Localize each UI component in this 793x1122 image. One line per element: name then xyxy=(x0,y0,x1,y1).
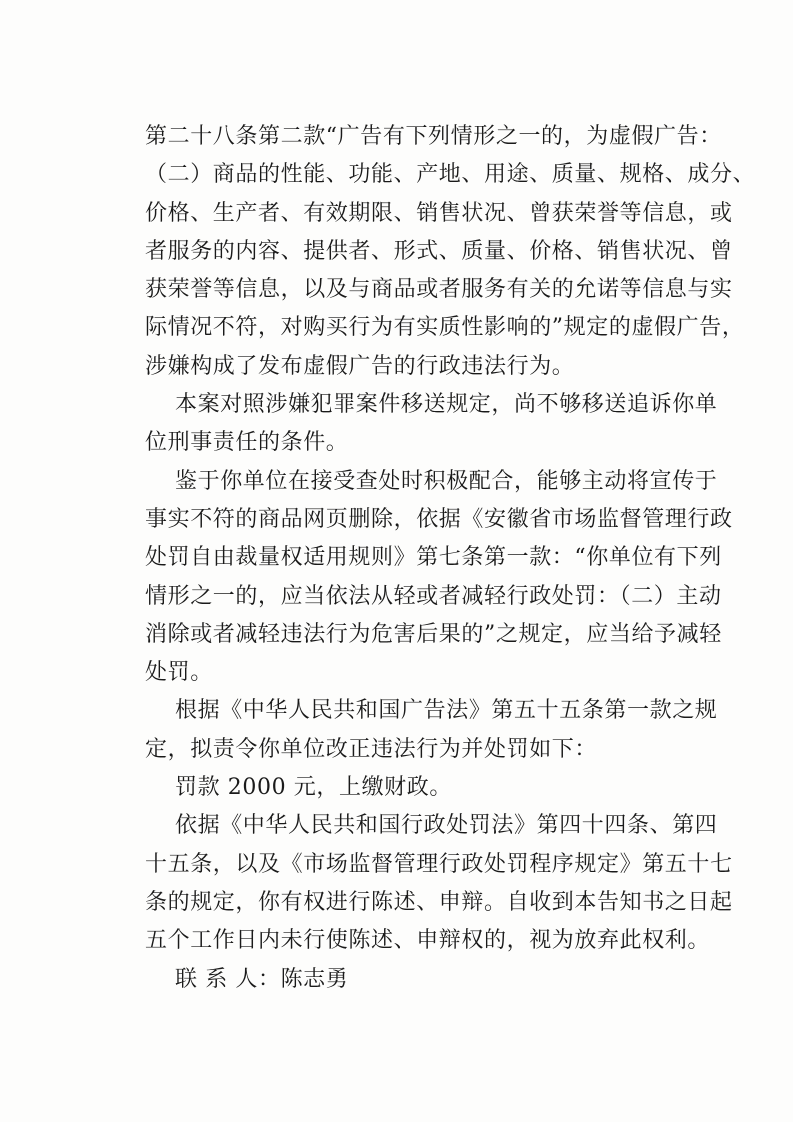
text-line: 情形之一的，应当依法从轻或者减轻行政处罚：（二）主动 xyxy=(145,583,722,609)
text-line: 者服务的内容、提供者、形式、质量、价格、销售状况、曾 xyxy=(145,238,733,264)
text-line: 事实不符的商品网页删除，依据《安徽省市场监督管理行政 xyxy=(145,506,733,532)
text-line: 涉嫌构成了发布虚假广告的行政违法行为。 xyxy=(145,353,575,379)
text-line: 获荣誉等信息，以及与商品或者服务有关的允诺等信息与实 xyxy=(145,277,733,303)
contact-person-line: 联 系 人：陈志勇 xyxy=(175,966,349,992)
text-line: 十五条，以及《市场监督管理行政处罚程序规定》第五十七 xyxy=(145,851,733,877)
text-line: 处罚自由裁量权适用规则》第七条第一款：“你单位有下列 xyxy=(145,545,722,571)
text-line: （二）商品的性能、功能、产地、用途、质量、规格、成分、 xyxy=(145,162,756,188)
paragraph-start-line: 依据《中华人民共和国行政处罚法》第四十四条、第四 xyxy=(175,813,718,839)
document-body xyxy=(145,118,756,999)
penalty-line: 罚款 2000 元，上缴财政。 xyxy=(175,775,452,801)
text-line: 位刑事责任的条件。 xyxy=(145,430,349,456)
text-line: 际情况不符，对购买行为有实质性影响的”规定的虚假广告， xyxy=(145,315,745,341)
paragraph-start-line: 根据《中华人民共和国广告法》第五十五条第一款之规 xyxy=(175,698,718,724)
text-line: 定，拟责令你单位改正违法行为并处罚如下： xyxy=(145,736,598,762)
text-line: 第二十八条第二款“广告有下列情形之一的，为虚假广告： xyxy=(145,124,722,149)
paragraph-start-line: 本案对照涉嫌犯罪案件移送规定，尚不够移送追诉你单 xyxy=(175,392,718,418)
paragraph-start-line: 鉴于你单位在接受查处时积极配合，能够主动将宣传于 xyxy=(175,468,718,494)
text-line: 处罚。 xyxy=(145,660,213,686)
text-line: 价格、生产者、有效期限、销售状况、曾获荣誉等信息，或 xyxy=(145,200,733,226)
text-line: 条的规定，你有权进行陈述、申辩。自收到本告知书之日起 xyxy=(145,889,733,915)
text-line: 五个工作日内未行使陈述、申辩权的，视为放弃此权利。 xyxy=(145,928,711,954)
text-line: 消除或者减轻违法行为危害后果的”之规定，应当给予减轻 xyxy=(145,621,722,647)
